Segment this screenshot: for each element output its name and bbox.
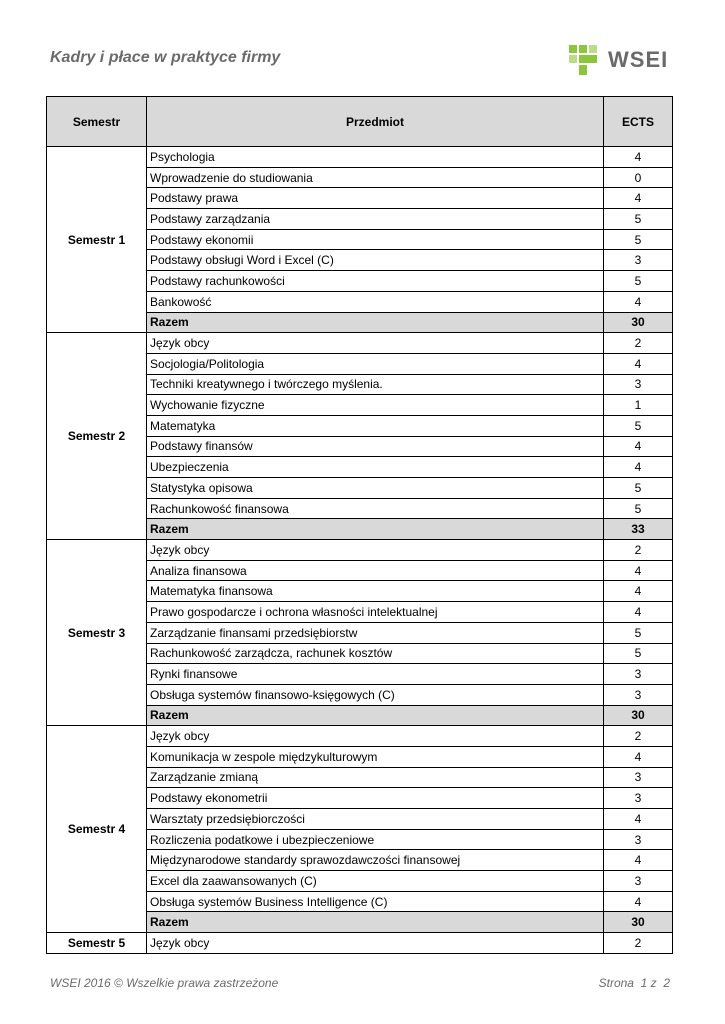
table-row [47, 726, 673, 747]
subject-cell: Psychologia [147, 147, 604, 168]
semester-label: Semestr 2 [47, 333, 147, 540]
subject-cell: Techniki kreatywnego i twórczego myślenia. [147, 374, 604, 395]
footer-copyright: WSEI 2016 © Wszelkie prawa zastrzeżone [50, 976, 279, 990]
ects-cell: 4 [604, 353, 673, 374]
total-value: 33 [604, 519, 673, 540]
semester-label: Semestr 5 [47, 933, 147, 954]
ects-cell: 4 [604, 291, 673, 312]
subject-cell: Podstawy zarządzania [147, 209, 604, 230]
total-label: Razem [147, 912, 604, 933]
table-row [47, 147, 673, 168]
subject-cell: Obsługa systemów Business Intelligence (C) [147, 891, 604, 912]
subject-cell: Bankowość [147, 291, 604, 312]
total-label: Razem [147, 705, 604, 726]
total-label: Razem [147, 312, 604, 333]
subject-cell: Podstawy prawa [147, 188, 604, 209]
ects-cell: 0 [604, 167, 673, 188]
ects-cell: 4 [604, 560, 673, 581]
semester-label: Semestr 3 [47, 540, 147, 726]
subject-cell: Podstawy finansów [147, 436, 604, 457]
ects-cell: 5 [604, 643, 673, 664]
total-value: 30 [604, 912, 673, 933]
subject-cell: Wprowadzenie do studiowania [147, 167, 604, 188]
subject-cell: Zarządzanie zmianą [147, 767, 604, 788]
ects-cell: 5 [604, 209, 673, 230]
ects-cell: 1 [604, 395, 673, 416]
subject-cell: Warsztaty przedsiębiorczości [147, 809, 604, 830]
subject-cell: Analiza finansowa [147, 560, 604, 581]
ects-cell: 3 [604, 374, 673, 395]
subject-cell: Język obcy [147, 726, 604, 747]
table-row [47, 540, 673, 561]
table-row [47, 333, 673, 354]
footer-page-number: Strona 1 z 2 [598, 976, 670, 990]
subject-cell: Statystyka opisowa [147, 478, 604, 499]
ects-cell: 3 [604, 250, 673, 271]
ects-cell: 5 [604, 415, 673, 436]
ects-cell: 2 [604, 933, 673, 954]
table-row [47, 933, 673, 954]
ects-cell: 5 [604, 271, 673, 292]
table-header-row [47, 97, 673, 147]
ects-cell: 4 [604, 457, 673, 478]
subject-cell: Rozliczenia podatkowe i ubezpieczeniowe [147, 829, 604, 850]
subject-cell: Komunikacja w zespole międzykulturowym [147, 746, 604, 767]
wsei-logo-icon [567, 43, 601, 77]
total-value: 30 [604, 705, 673, 726]
subject-cell: Prawo gospodarcze i ochrona własności intelektualnej [147, 602, 604, 623]
subject-cell: Międzynarodowe standardy sprawozdawczości finansowej [147, 850, 604, 871]
document-title: Kadry i płace w praktyce firmy [50, 49, 281, 66]
subject-cell: Rachunkowość finansowa [147, 498, 604, 519]
ects-cell: 5 [604, 498, 673, 519]
curriculum-table [46, 96, 673, 954]
ects-cell: 4 [604, 809, 673, 830]
subject-cell: Język obcy [147, 540, 604, 561]
ects-cell: 4 [604, 188, 673, 209]
ects-cell: 2 [604, 726, 673, 747]
ects-cell: 2 [604, 540, 673, 561]
ects-cell: 4 [604, 581, 673, 602]
ects-cell: 4 [604, 850, 673, 871]
ects-cell: 4 [604, 891, 673, 912]
total-label: Razem [147, 519, 604, 540]
header-ects: ECTS [604, 97, 673, 147]
subject-cell: Socjologia/Politologia [147, 353, 604, 374]
subject-cell: Zarządzanie finansami przedsiębiorstw [147, 622, 604, 643]
total-value: 30 [604, 312, 673, 333]
ects-cell: 4 [604, 436, 673, 457]
ects-cell: 3 [604, 871, 673, 892]
ects-cell: 5 [604, 478, 673, 499]
header-subject: Przedmiot [147, 97, 604, 147]
ects-cell: 3 [604, 684, 673, 705]
subject-cell: Excel dla zaawansowanych (C) [147, 871, 604, 892]
wsei-logo [567, 43, 668, 77]
subject-cell: Rachunkowość zarządcza, rachunek kosztów [147, 643, 604, 664]
subject-cell: Ubezpieczenia [147, 457, 604, 478]
subject-cell: Podstawy rachunkowości [147, 271, 604, 292]
ects-cell: 3 [604, 767, 673, 788]
subject-cell: Podstawy ekonometrii [147, 788, 604, 809]
semester-label: Semestr 4 [47, 726, 147, 933]
ects-cell: 4 [604, 746, 673, 767]
subject-cell: Język obcy [147, 333, 604, 354]
header-semester: Semestr [47, 97, 147, 147]
ects-cell: 4 [604, 602, 673, 623]
subject-cell: Obsługa systemów finansowo-księgowych (C) [147, 684, 604, 705]
subject-cell: Wychowanie fizyczne [147, 395, 604, 416]
ects-cell: 5 [604, 229, 673, 250]
ects-cell: 3 [604, 788, 673, 809]
ects-cell: 2 [604, 333, 673, 354]
ects-cell: 5 [604, 622, 673, 643]
subject-cell: Rynki finansowe [147, 664, 604, 685]
semester-label: Semestr 1 [47, 147, 147, 333]
ects-cell: 4 [604, 147, 673, 168]
ects-cell: 3 [604, 829, 673, 850]
subject-cell: Matematyka finansowa [147, 581, 604, 602]
subject-cell: Podstawy ekonomii [147, 229, 604, 250]
subject-cell: Podstawy obsługi Word i Excel (C) [147, 250, 604, 271]
logo-text: WSEI [608, 47, 669, 72]
subject-cell: Matematyka [147, 415, 604, 436]
subject-cell: Język obcy [147, 933, 604, 954]
ects-cell: 3 [604, 664, 673, 685]
table-body [47, 147, 673, 954]
